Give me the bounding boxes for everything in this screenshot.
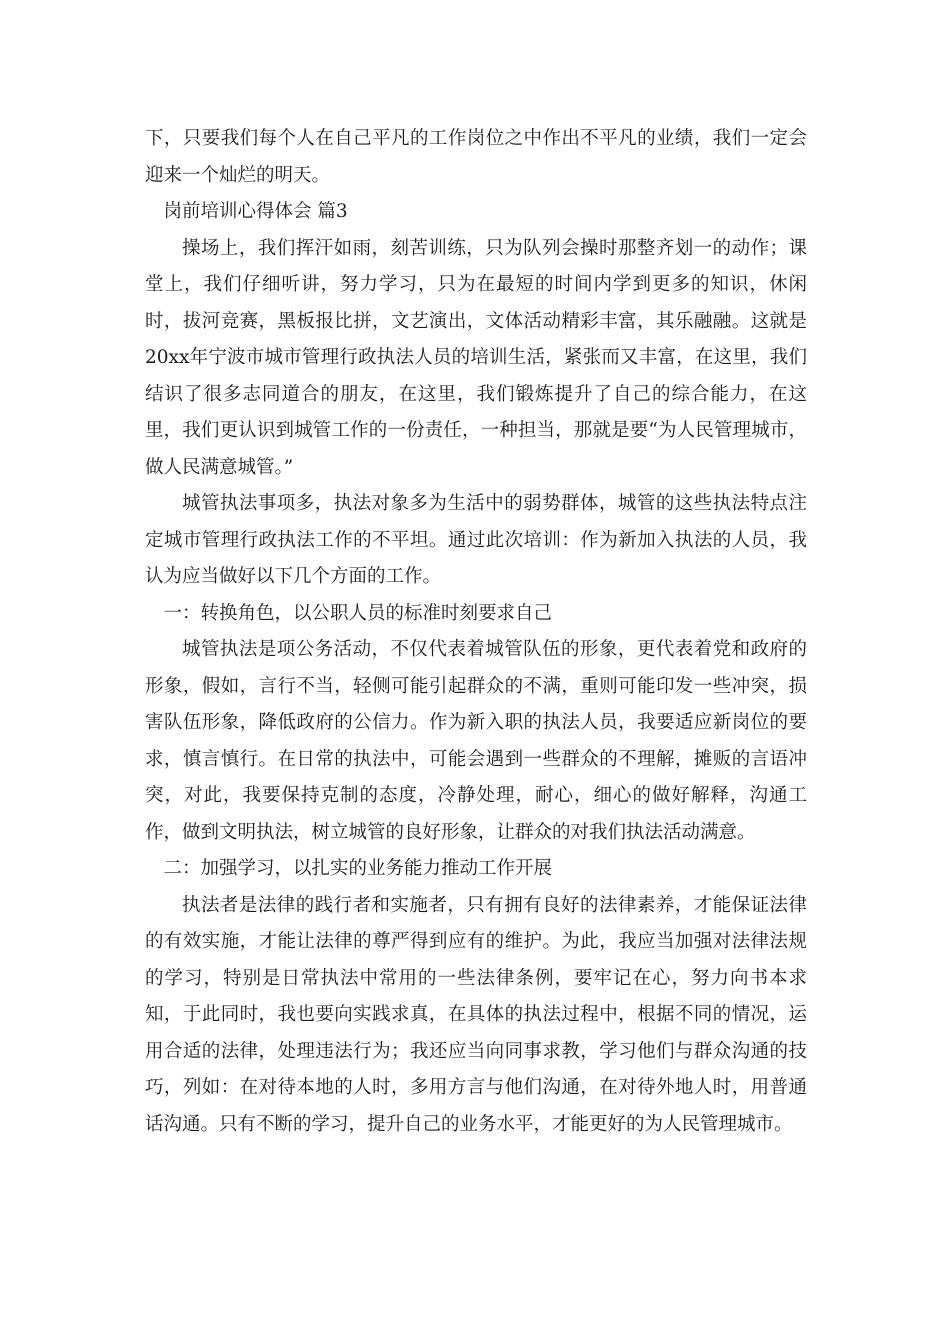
subheading-study: 二：加强学习，以扎实的业务能力推动工作开展 xyxy=(163,858,553,879)
paragraph-enforcement-features: 城管执法事项多，执法对象多为生活中的弱势群体，城管的这些执法特点注定城市管理行政执法工作的不平坦。通过此次培训：作为新加入执法的人员，我认为应当做好以下几个方面的工作。 xyxy=(145,493,807,587)
section-title: 岗前培训心得体会 篇3 xyxy=(163,201,348,222)
subheading-role-change: 一：转换角色，以公职人员的标准时刻要求自己 xyxy=(163,602,553,624)
paragraph-training-life: 操场上，我们挥汗如雨，刻苦训练，只为队列会操时那整齐划一的动作；课堂上，我们仔细听讲，努力学习，只为在最短的时间内学到更多的知识，休闲时，拔河竞赛，黑板报比拼，文艺演出，文体活动精彩丰富，其乐融融。这就是20xx年宁波市城市管理行政执法人员的培训生活，紧张而又丰富，在这里，我们结识了很多志同道合的朋友，在这里，我们锻炼提升了自己的综合能力，在这里，我们更认识到城管工作的一份责任，一种担当，那就是要“为人民管理城市，做人民满意城管。” xyxy=(145,237,807,478)
paragraph-study: 执法者是法律的践行者和实施者，只有拥有良好的法律素养，才能保证法律的有效实施，才能让法律的尊严得到应有的维护。为此，我应当加强对法律法规的学习，特别是日常执法中常用的一些法律条例，要牢记在心，努力向书本求知，于此同时，我也要向实践求真，在具体的执法过程中，根据不同的情况，运用合适的法律，处理违法行为；我还应当向同事求教，学习他们与群众沟通的技巧，列如：在对待本地的人时，多用方言与他们沟通，在对待外地人时，用普通话沟通。只有不断的学习，提升自己的业务水平，才能更好的为人民管理城市。 xyxy=(145,894,807,1135)
paragraph-continuation: 下，只要我们每个人在自己平凡的工作岗位之中作出不平凡的业绩，我们一定会迎来一个灿烂的明天。 xyxy=(145,128,807,186)
document-page xyxy=(145,121,807,1143)
paragraph-role-change: 城管执法是项公务活动，不仅代表着城管队伍的形象，更代表着党和政府的形象，假如，言行不当，轻侧可能引起群众的不满，重则可能印发一些冲突，损害队伍形象，降低政府的公信力。作为新入职的执法人员，我要适应新岗位的要求，慎言慎行。在日常的执法中，可能会遇到一些群众的不理解，摊贩的言语冲突，对此，我要保持克制的态度，冷静处理，耐心，细心的做好解释，沟通工作，做到文明执法，树立城管的良好形象，让群众的对我们执法活动满意。 xyxy=(145,639,807,843)
